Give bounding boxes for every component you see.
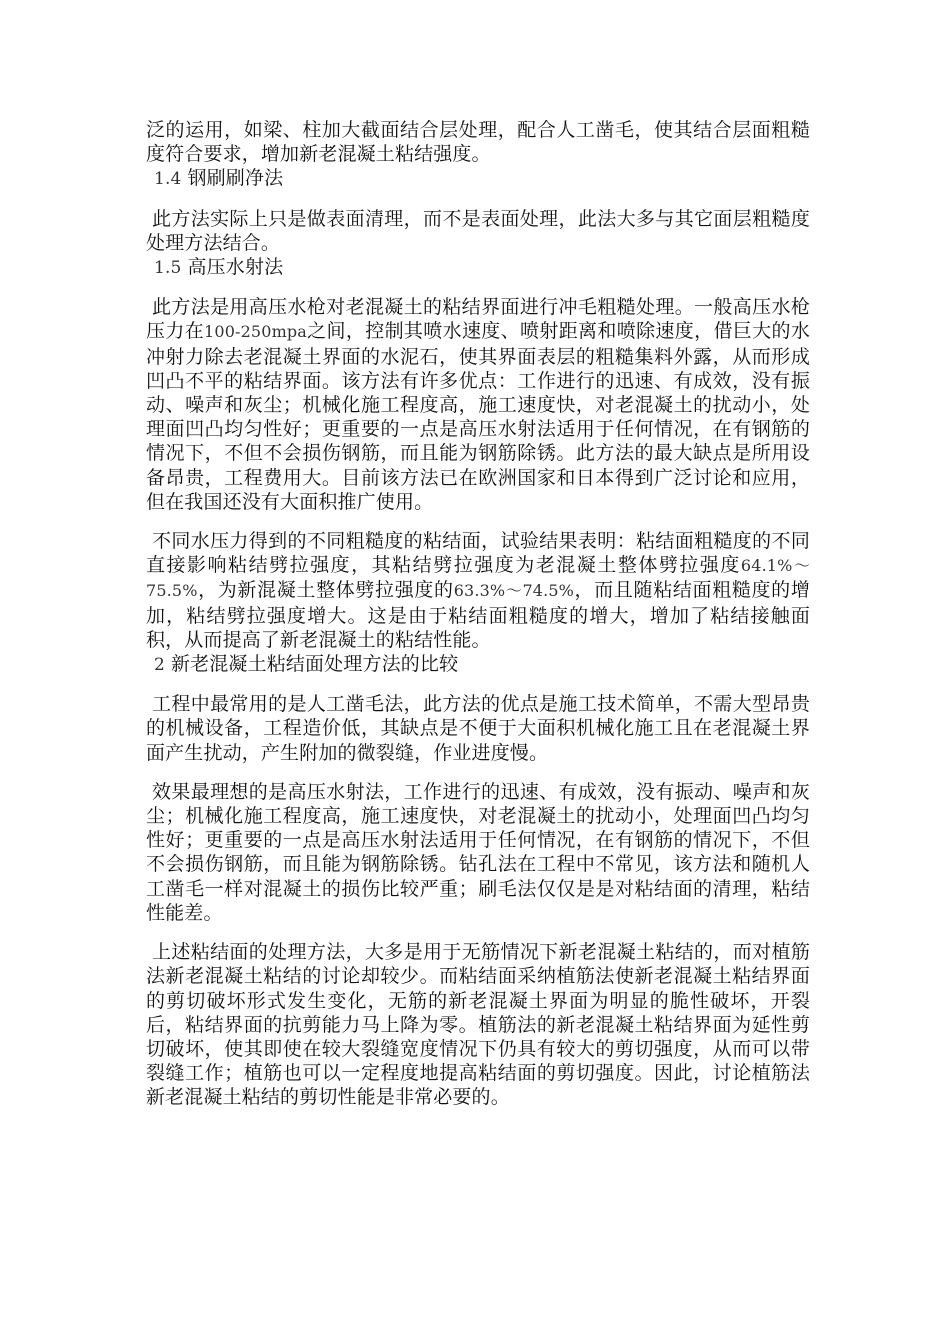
section-heading-1-4 [146, 166, 810, 191]
paragraph-water-jet [146, 295, 810, 514]
section-number: 1.5 [154, 258, 182, 279]
paragraph-text: 泛的运用，如梁、柱加大截面结合层处理，配合人工凿毛，使其结合层面粗糙度符合要求，增加新老混凝土粘结强度。 [146, 119, 810, 166]
section-number: 2 [154, 655, 165, 676]
paragraph-text: 工程中最常用的是人工凿毛法，此方法的优点是施工技术简单，不需大型昂贵的机械设备，工程造价低，其缺点是不便于大面积机械化施工且在老混凝土界面产生扰动，产生附加的微裂缝，作业进度慢。 [146, 693, 810, 764]
paragraph-text: ，为新混凝土整体劈拉强度的 [197, 579, 454, 602]
paragraph-text: 不同水压力得到的不同粗糙度的粘结面，试验结果表明：粘结面粗糙度的不同直接影响粘结劈拉强度，其粘结劈拉强度为老混凝土整体劈拉强度 [146, 530, 810, 577]
paragraph-intro-continued [146, 118, 810, 166]
paragraph-best-method [146, 780, 810, 925]
percentage-range-new: 63.3%～74.5% [453, 581, 575, 601]
paragraph-rebar-planting [146, 940, 810, 1109]
paragraph-steel-brush [146, 207, 810, 255]
section-title: 新老混凝土粘结面处理方法的比较 [170, 653, 459, 676]
section-title: 高压水射法 [187, 256, 284, 279]
section-number: 1.4 [154, 169, 182, 190]
paragraph-text: 此方法实际上只是做表面清理，而不是表面处理，此法大多与其它面层粗糙度处理方法结合。 [146, 207, 810, 254]
paragraph-text: 之间，控制其喷水速度、喷射距离和喷除速度，借巨大的水冲射力除去老混凝土界面的水泥石，使其界面表层的粗糙集料外露，从而形成凹凸不平的粘结界面。该方法有许多优点：工作进行的迅速、有成效，没有振动、噪声和灰尘；机械化施工程度高，施工速度快，对老混凝土的扰动小，处理面凹凸均匀性好；更重要的一点是高压水射法适用于任何情况，在有钢筋的情况下，不但不会损伤钢筋，而且能为钢筋除锈。此方法的最大缺点是所用设备昂贵，工程费用大。目前该方法已在欧洲国家和日本得到广泛讨论和应用，但在我国还没有大面积推广使用。 [146, 320, 810, 513]
percentage-range-old: 64.1%～75.5% [146, 556, 810, 601]
paragraph-test-results [146, 529, 810, 652]
section-title: 钢刷刷净法 [187, 167, 284, 190]
section-heading-2 [146, 652, 810, 677]
paragraph-text: 效果最理想的是高压水射法，工作进行的迅速、有成效，没有振动、噪声和灰尘；机械化施工程度高，施工速度快，对老混凝土的扰动小，处理面凹凸均匀性好；更重要的一点是高压水射法适用于任何情况，在有钢筋的情况下，不但不会损伤钢筋，而且能为钢筋除锈。钻孔法在工程中不常见，该方法和随机人工凿毛一样对混凝土的损伤比较严重；刷毛法仅仅是是对粘结面的清理，粘结性能差。 [146, 780, 810, 924]
paragraph-text: 上述粘结面的处理方法，大多是用于无筋情况下新老混凝土粘结的，而对植筋法新老混凝土粘结的讨论却较少。而粘结面采纳植筋法使新老混凝土粘结界面的剪切破坏形式发生变化，无筋的新老混凝土界面为明显的脆性破坏，开裂后，粘结界面的抗剪能力马上降为零。植筋法的新老混凝土粘结界面为延性剪切破坏，使其即使在较大裂缝宽度情况下仍具有较大的剪切强度，从而可以带裂缝工作；植筋也可以一定程度地提高粘结面的剪切强度。因此，讨论植筋法新老混凝土粘结的剪切性能是非常必要的。 [146, 941, 810, 1109]
pressure-range: 100-250mpa [204, 322, 307, 342]
paragraph-text: 此方法是用高压水枪对老混凝土的粘结界面进行冲毛粗糙处理。一般高压水枪压力在 [146, 296, 810, 343]
paragraph-text: ，而且随粘结面粗糙度的增加，粘结劈拉强度增大。这是由于粘结面粗糙度的增大，增加了粘结接触面积，从而提高了新老混凝土的粘结性能。 [146, 579, 810, 651]
section-heading-1-5 [146, 255, 810, 280]
document-page [146, 118, 810, 1110]
paragraph-manual-chiseling [146, 692, 810, 765]
